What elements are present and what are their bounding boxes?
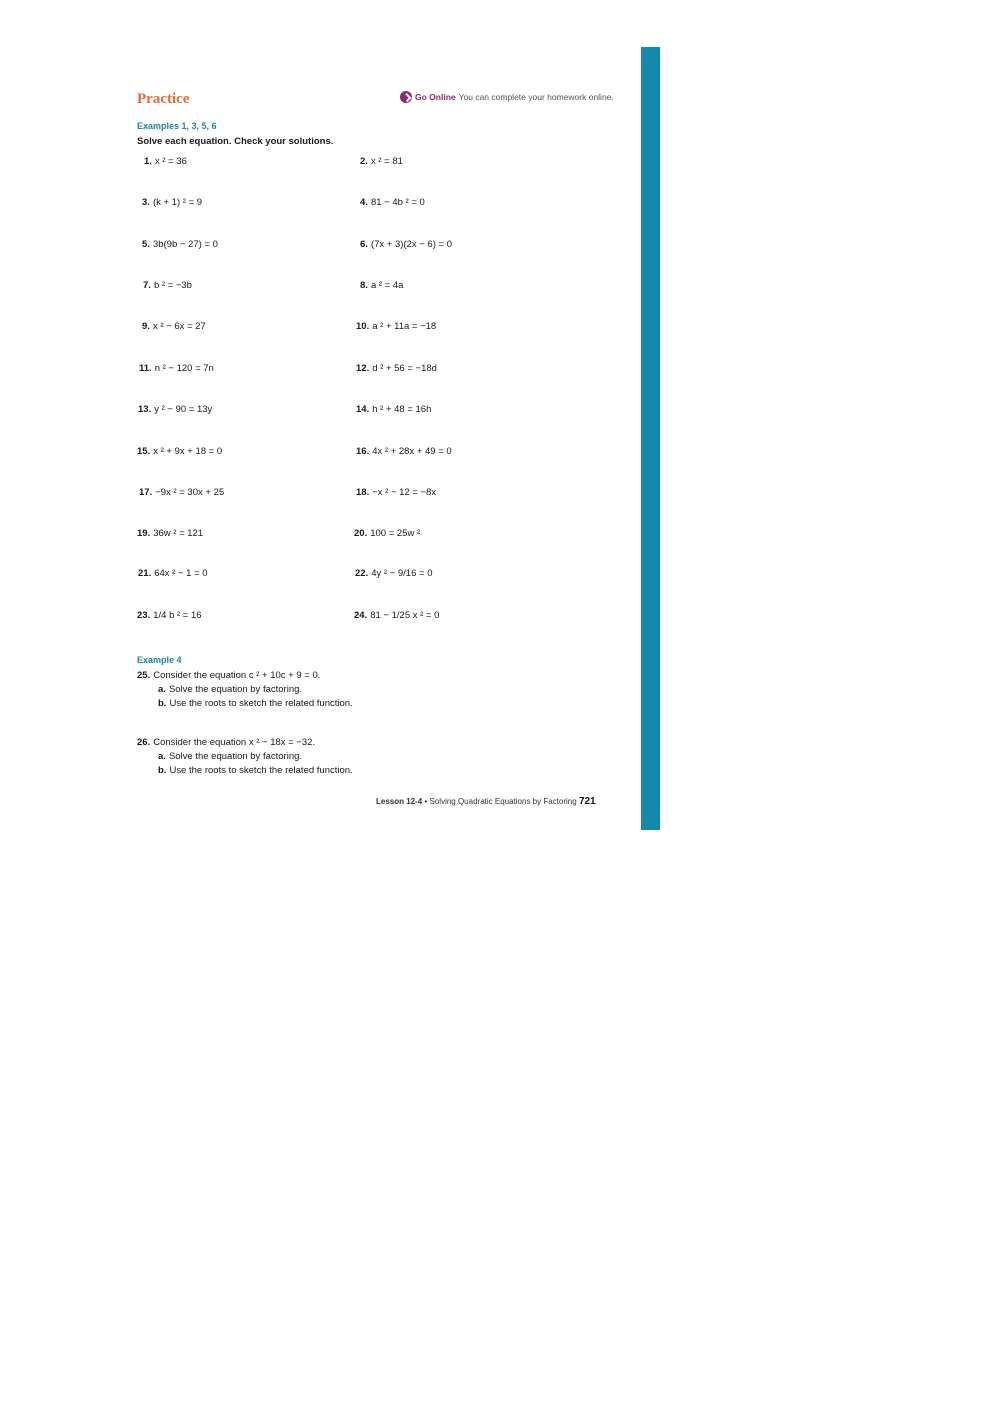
problem-18: 18. −x ² − 12 = −8x [356, 487, 437, 498]
problem-3: 3. (k + 1) ² = 9 [142, 197, 203, 208]
problem-2: 2. x ² = 81 [360, 156, 403, 167]
problem-10: 10. a ² + 11a = −18 [356, 321, 437, 332]
page-number: 721 [578, 796, 596, 807]
problem-1: 1. x ² = 36 [144, 156, 187, 167]
side-accent-bar [641, 47, 660, 830]
problem-23: 23. 1/4 b ² = 16 [137, 610, 202, 621]
page-title: Practice [137, 91, 190, 107]
footer-bullet: • [422, 797, 430, 806]
problem-13: 13. y ² − 90 = 13y [138, 404, 213, 415]
go-online-text: You can complete your homework online. [458, 92, 614, 102]
footer-title: Solving Quadratic Equations by Factoring [429, 797, 577, 806]
problem-20: 20. 100 = 25w ² [354, 528, 421, 539]
problem-26b: b. Use the roots to sketch the related function. [158, 765, 353, 776]
problem-26: 26. Consider the equation x ² − 18x = −32. [137, 737, 316, 748]
examples-heading: Examples 1, 3, 5, 6 [137, 121, 217, 131]
problem-5: 5. 3b(9b − 27) = 0 [142, 239, 218, 250]
problem-8: 8. a ² = 4a [360, 280, 404, 291]
problem-16: 16. 4x ² + 28x + 49 = 0 [356, 446, 452, 457]
problem-22: 22. 4y ² − 9/16 = 0 [355, 568, 433, 579]
problem-25b: b. Use the roots to sketch the related function. [158, 698, 353, 709]
go-online-link[interactable] [400, 91, 614, 103]
problem-24: 24. 81 − 1/25 x ² = 0 [354, 610, 440, 621]
go-online-label: Go Online [415, 92, 456, 102]
problem-25a: a. Solve the equation by factoring. [158, 684, 303, 695]
problem-11: 11. n ² − 120 = 7n [139, 363, 214, 374]
problem-4: 4. 81 − 4b ² = 0 [360, 197, 425, 208]
problem-21: 21. 64x ² − 1 = 0 [138, 568, 208, 579]
problem-14: 14. h ² + 48 = 16h [356, 404, 432, 415]
problem-6: 6. (7x + 3)(2x − 6) = 0 [360, 239, 452, 250]
problem-25: 25. Consider the equation c ² + 10c + 9 = 0. [137, 670, 321, 681]
problem-15: 15. x ² + 9x + 18 = 0 [137, 446, 223, 457]
problem-9: 9. x ² − 6x = 27 [142, 321, 206, 332]
problem-26a: a. Solve the equation by factoring. [158, 751, 303, 762]
go-online-icon [400, 91, 412, 103]
problem-7: 7. b ² = −3b [143, 280, 192, 291]
instructions: Solve each equation. Check your solutions. [137, 136, 334, 147]
problem-19: 19. 36w ² = 121 [137, 528, 204, 539]
footer-lesson: Lesson 12-4 [376, 797, 423, 806]
problem-12: 12. d ² + 56 = −18d [356, 363, 437, 374]
page-footer [376, 796, 596, 807]
problem-17: 17. −9x ² = 30x + 25 [139, 487, 225, 498]
example-heading: Example 4 [137, 655, 182, 665]
